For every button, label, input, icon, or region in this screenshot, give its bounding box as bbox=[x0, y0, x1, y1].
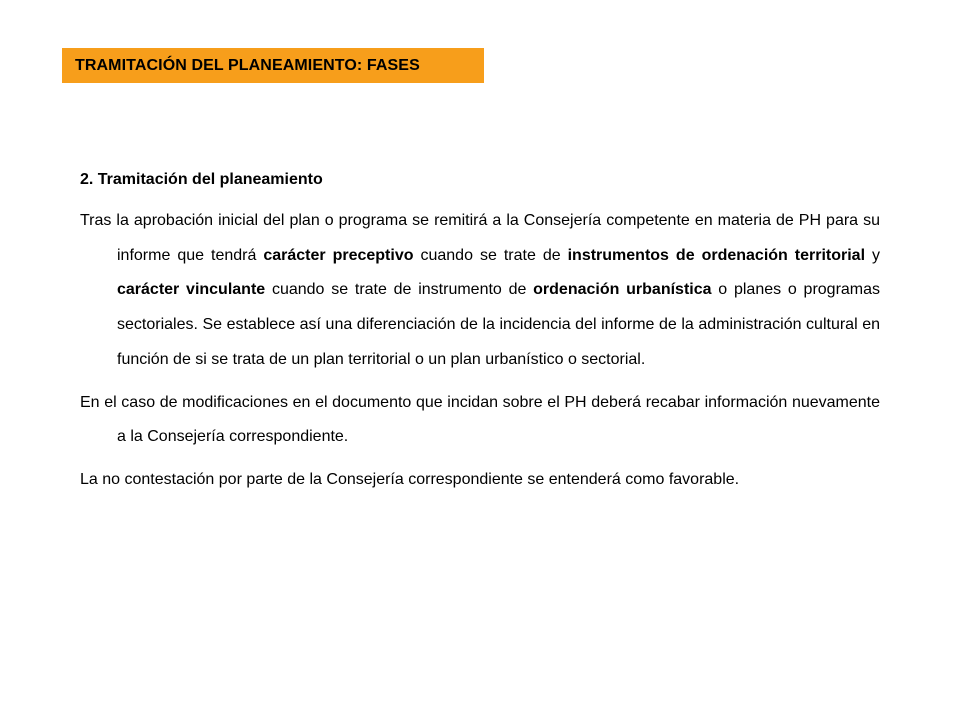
paragraph-1 bbox=[80, 204, 880, 378]
paragraph-1-text-e: o planes o programas sectoriales. Se establece así una diferenciación de la incidencia del informe de la administración cultural en función de si se trata de un plan territorial o un plan urbanístico o sectorial. bbox=[117, 281, 881, 368]
paragraph-1-text-a: Tras la aprobación inicial del plan o programa se remitirá a la Consejería competente en materia de PH para su informe que tendrá bbox=[80, 212, 880, 264]
emphasis-caracter-preceptivo: carácter preceptivo bbox=[263, 246, 414, 264]
emphasis-ordenacion-urbanistica: ordenación urbanística bbox=[533, 281, 712, 299]
emphasis-caracter-vinculante: carácter vinculante bbox=[117, 281, 266, 299]
paragraph-3: La no contestación por parte de la Consejería correspondiente se entenderá como favorable. bbox=[80, 470, 740, 488]
paragraph-1-text-b: cuando se trate de bbox=[413, 246, 568, 264]
slide-body bbox=[80, 168, 880, 503]
section-heading: 2. Tramitación del planeamiento bbox=[80, 171, 323, 188]
slide-title-banner bbox=[62, 48, 484, 83]
paragraph-1-text-c: y bbox=[865, 246, 881, 264]
paragraph-1-text-d: cuando se trate de instrumento de bbox=[265, 281, 534, 299]
paragraph-2: En el caso de modificaciones en el documento que incidan sobre el PH deberá recabar información nuevamente a la Consejería correspondiente. bbox=[80, 393, 880, 446]
slide-title: TRAMITACIÓN DEL PLANEAMIENTO: FASES bbox=[75, 56, 420, 74]
emphasis-instrumentos-ordenacion-territorial: instrumentos de ordenación territorial bbox=[567, 246, 866, 264]
